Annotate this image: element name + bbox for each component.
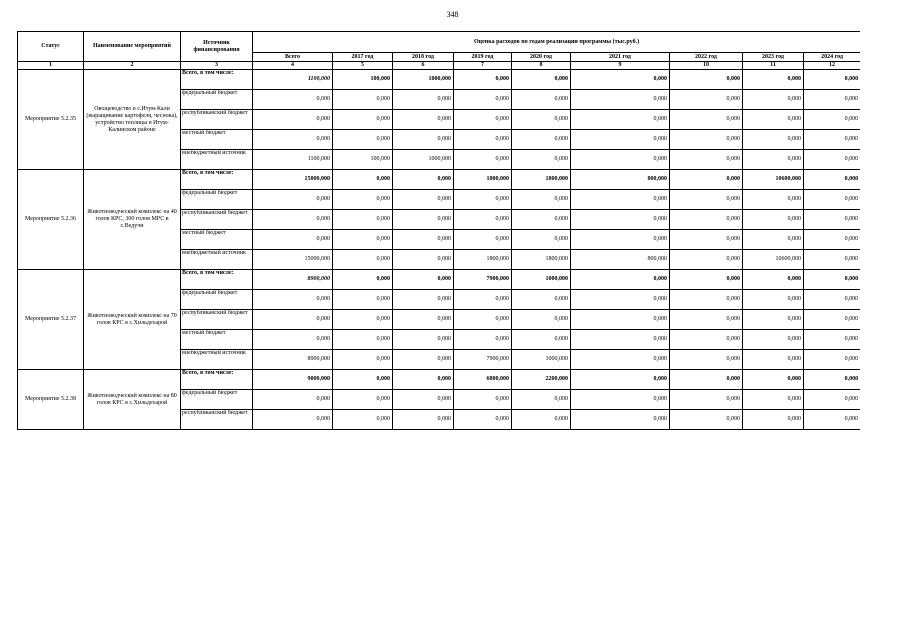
amount-year: 0,000 bbox=[743, 150, 804, 170]
amount-year: 0,000 bbox=[670, 390, 743, 410]
amount-year: 0,000 bbox=[393, 390, 454, 410]
amount-year: 0,000 bbox=[804, 190, 861, 210]
amount-total bbox=[253, 270, 333, 290]
header-source: Источник финансирования bbox=[181, 32, 253, 62]
funding-source: федеральный бюджет bbox=[181, 190, 253, 210]
funding-source: местный бюджет bbox=[181, 230, 253, 250]
amount-year: 0,000 bbox=[571, 210, 670, 230]
amount-year: 0,000 bbox=[743, 270, 804, 290]
amount-total: 1100,000 bbox=[253, 150, 333, 170]
amount-year: 0,000 bbox=[393, 110, 454, 130]
amount-year: 0,000 bbox=[454, 330, 512, 350]
amount-year: 0,000 bbox=[670, 170, 743, 190]
amount-year: 0,000 bbox=[804, 90, 861, 110]
amount-year: 0,000 bbox=[454, 310, 512, 330]
amount-year: 0,000 bbox=[393, 310, 454, 330]
amount-year: 0,000 bbox=[571, 150, 670, 170]
funding-source: Всего, в том числе: bbox=[181, 170, 253, 190]
measure-name: Овощеводство в с.Итум-Кали (выращивание картофеля, чеснока), устройство теплицы в Итум-Калинском районе bbox=[84, 70, 181, 170]
header-status: Статус bbox=[18, 32, 84, 62]
amount-year: 0,000 bbox=[393, 190, 454, 210]
measure-status: Мероприятие 5.2.37 bbox=[18, 270, 84, 370]
amount-year: 0,000 bbox=[743, 90, 804, 110]
amount-year: 0,000 bbox=[670, 370, 743, 390]
amount-year: 0,000 bbox=[670, 70, 743, 90]
amount-year: 0,000 bbox=[804, 310, 861, 330]
amount-year: 0,000 bbox=[333, 110, 393, 130]
amount-year: 0,000 bbox=[333, 350, 393, 370]
column-number: 12 bbox=[804, 62, 861, 70]
amount-year: 0,000 bbox=[804, 250, 861, 270]
amount-total: 0,000 bbox=[253, 310, 333, 330]
amount-year: 0,000 bbox=[512, 310, 571, 330]
amount-year: 0,000 bbox=[743, 210, 804, 230]
amount-year: 0,000 bbox=[804, 270, 861, 290]
header-year: 2024 год bbox=[804, 53, 861, 62]
amount-year: 0,000 bbox=[393, 130, 454, 150]
amount-year: 100,000 bbox=[333, 150, 393, 170]
amount-year: 0,000 bbox=[571, 390, 670, 410]
funding-source: федеральный бюджет bbox=[181, 290, 253, 310]
amount-year: 0,000 bbox=[333, 210, 393, 230]
table-body bbox=[18, 70, 861, 430]
header-year: 2020 год bbox=[512, 53, 571, 62]
amount-year: 0,000 bbox=[333, 290, 393, 310]
column-number: 10 bbox=[670, 62, 743, 70]
amount-year: 1800,000 bbox=[454, 250, 512, 270]
amount-year: 0,000 bbox=[804, 290, 861, 310]
amount-year: 0,000 bbox=[571, 70, 670, 90]
column-number: 5 bbox=[333, 62, 393, 70]
table-header bbox=[18, 32, 861, 70]
amount-year: 0,000 bbox=[670, 330, 743, 350]
amount-year: 0,000 bbox=[670, 350, 743, 370]
amount-year: 0,000 bbox=[743, 370, 804, 390]
amount-year: 0,000 bbox=[393, 290, 454, 310]
amount-year: 0,000 bbox=[571, 350, 670, 370]
amount-year: 10600,000 bbox=[743, 170, 804, 190]
amount-year: 0,000 bbox=[454, 150, 512, 170]
amount-year: 0,000 bbox=[743, 290, 804, 310]
funding-source: федеральный бюджет bbox=[181, 390, 253, 410]
amount-year: 0,000 bbox=[512, 230, 571, 250]
amount-year: 1800,000 bbox=[512, 170, 571, 190]
measure-name: Животноводческий комплекс на 40 голов КРС, 300 голов МРС в с.Ведучи bbox=[84, 170, 181, 270]
header-name: Наименование мероприятий bbox=[84, 32, 181, 62]
amount-year: 0,000 bbox=[512, 130, 571, 150]
amount-year: 0,000 bbox=[393, 170, 454, 190]
amount-year: 0,000 bbox=[670, 290, 743, 310]
amount-year: 0,000 bbox=[333, 170, 393, 190]
amount-total-value: 1100,000 bbox=[307, 76, 330, 82]
amount-year: 0,000 bbox=[393, 410, 454, 430]
column-number: 6 bbox=[393, 62, 454, 70]
amount-year: 0,000 bbox=[454, 390, 512, 410]
total-row bbox=[18, 170, 861, 190]
funding-source: республиканский бюджет bbox=[181, 110, 253, 130]
column-number: 9 bbox=[571, 62, 670, 70]
amount-year: 0,000 bbox=[333, 390, 393, 410]
amount-year: 0,000 bbox=[670, 270, 743, 290]
amount-year: 0,000 bbox=[670, 250, 743, 270]
amount-year: 1000,000 bbox=[512, 350, 571, 370]
column-number: 11 bbox=[743, 62, 804, 70]
measure-status: Мероприятие 5.2.38 bbox=[18, 370, 84, 430]
amount-year: 0,000 bbox=[454, 110, 512, 130]
amount-year: 7900,000 bbox=[454, 350, 512, 370]
amount-year: 0,000 bbox=[454, 290, 512, 310]
amount-year: 0,000 bbox=[743, 310, 804, 330]
header-estimate: Оценка расходов по годам реализации программы (тыс.руб.) bbox=[253, 32, 861, 53]
amount-year: 0,000 bbox=[743, 230, 804, 250]
amount-year: 0,000 bbox=[393, 230, 454, 250]
amount-total: 0,000 bbox=[253, 190, 333, 210]
funding-source: республиканский бюджет bbox=[181, 410, 253, 430]
amount-year: 0,000 bbox=[393, 250, 454, 270]
amount-year: 0,000 bbox=[393, 210, 454, 230]
amount-year: 0,000 bbox=[512, 190, 571, 210]
amount-year: 0,000 bbox=[393, 330, 454, 350]
amount-year: 0,000 bbox=[804, 410, 861, 430]
page-number: 348 bbox=[446, 10, 459, 19]
amount-year: 0,000 bbox=[670, 230, 743, 250]
amount-year: 0,000 bbox=[454, 210, 512, 230]
amount-year: 0,000 bbox=[670, 150, 743, 170]
funding-source: внебюджетный источник bbox=[181, 250, 253, 270]
amount-total: 0,000 bbox=[253, 390, 333, 410]
amount-total: 0,000 bbox=[253, 410, 333, 430]
amount-year: 0,000 bbox=[743, 390, 804, 410]
amount-total: 0,000 bbox=[253, 230, 333, 250]
amount-year: 0,000 bbox=[743, 190, 804, 210]
amount-year: 0,000 bbox=[393, 90, 454, 110]
amount-year: 0,000 bbox=[333, 250, 393, 270]
amount-year: 10600,000 bbox=[743, 250, 804, 270]
header-total: Всего bbox=[253, 53, 333, 62]
measure-status: Мероприятие 5.2.36 bbox=[18, 170, 84, 270]
amount-total-value: 8900,000 bbox=[307, 276, 330, 282]
header-year: 2021 год bbox=[571, 53, 670, 62]
amount-year: 0,000 bbox=[512, 390, 571, 410]
amount-year: 0,000 bbox=[804, 230, 861, 250]
amount-year: 0,000 bbox=[512, 410, 571, 430]
amount-year: 0,000 bbox=[670, 190, 743, 210]
amount-year: 0,000 bbox=[804, 170, 861, 190]
amount-year: 0,000 bbox=[743, 130, 804, 150]
amount-year: 1800,000 bbox=[512, 250, 571, 270]
column-number: 2 bbox=[84, 62, 181, 70]
funding-source: внебюджетный источник bbox=[181, 350, 253, 370]
amount-year: 0,000 bbox=[454, 230, 512, 250]
amount-year: 0,000 bbox=[571, 290, 670, 310]
measure-name: Животноводческий комплекс на 80 голов КРС в с.Хильдехарой bbox=[84, 370, 181, 430]
amount-total: 15000,000 bbox=[253, 170, 333, 190]
amount-year: 0,000 bbox=[333, 90, 393, 110]
amount-year: 0,000 bbox=[333, 270, 393, 290]
amount-year: 0,000 bbox=[804, 370, 861, 390]
amount-year: 0,000 bbox=[571, 410, 670, 430]
amount-total: 0,000 bbox=[253, 210, 333, 230]
amount-total bbox=[253, 70, 333, 90]
column-number: 3 bbox=[181, 62, 253, 70]
amount-year: 0,000 bbox=[454, 410, 512, 430]
amount-year: 0,000 bbox=[670, 110, 743, 130]
amount-total: 0,000 bbox=[253, 330, 333, 350]
column-number: 1 bbox=[18, 62, 84, 70]
header-year: 2023 год bbox=[743, 53, 804, 62]
amount-year: 2200,000 bbox=[512, 370, 571, 390]
amount-year: 0,000 bbox=[454, 70, 512, 90]
funding-source: Всего, в том числе: bbox=[181, 70, 253, 90]
header-year: 2017 год bbox=[333, 53, 393, 62]
amount-year: 1000,000 bbox=[393, 150, 454, 170]
header-year: 2022 год bbox=[670, 53, 743, 62]
measure-status: Мероприятие 5.2.35 bbox=[18, 70, 84, 170]
amount-year: 0,000 bbox=[804, 130, 861, 150]
amount-year: 0,000 bbox=[804, 70, 861, 90]
amount-total: 0,000 bbox=[253, 290, 333, 310]
amount-year: 7900,000 bbox=[454, 270, 512, 290]
amount-year: 1000,000 bbox=[512, 270, 571, 290]
amount-year: 1000,000 bbox=[393, 70, 454, 90]
amount-year: 0,000 bbox=[333, 230, 393, 250]
measure-name: Животноводческий комплекс на 70 голов КРС в с.Хильдехарой bbox=[84, 270, 181, 370]
total-row bbox=[18, 370, 861, 390]
amount-year: 0,000 bbox=[454, 190, 512, 210]
amount-year: 0,000 bbox=[393, 370, 454, 390]
column-number: 8 bbox=[512, 62, 571, 70]
amount-year: 0,000 bbox=[804, 110, 861, 130]
amount-total: 0,000 bbox=[253, 90, 333, 110]
amount-year: 0,000 bbox=[670, 90, 743, 110]
amount-year: 0,000 bbox=[804, 210, 861, 230]
amount-year: 0,000 bbox=[393, 270, 454, 290]
amount-year: 0,000 bbox=[512, 110, 571, 130]
amount-year: 0,000 bbox=[571, 370, 670, 390]
amount-year: 0,000 bbox=[571, 230, 670, 250]
amount-year: 0,000 bbox=[571, 270, 670, 290]
amount-year: 0,000 bbox=[571, 330, 670, 350]
funding-source: местный бюджет bbox=[181, 130, 253, 150]
amount-total: 8900,000 bbox=[253, 350, 333, 370]
funding-source: федеральный бюджет bbox=[181, 90, 253, 110]
total-row bbox=[18, 70, 861, 90]
amount-year: 0,000 bbox=[743, 410, 804, 430]
amount-year: 0,000 bbox=[512, 210, 571, 230]
amount-year: 6800,000 bbox=[454, 370, 512, 390]
amount-year: 0,000 bbox=[571, 310, 670, 330]
amount-year: 0,000 bbox=[743, 70, 804, 90]
amount-year: 0,000 bbox=[804, 350, 861, 370]
amount-year: 0,000 bbox=[571, 130, 670, 150]
funding-source: местный бюджет bbox=[181, 330, 253, 350]
funding-source: Всего, в том числе: bbox=[181, 370, 253, 390]
amount-year: 800,000 bbox=[571, 250, 670, 270]
amount-year: 800,000 bbox=[571, 170, 670, 190]
funding-source: внебюджетный источник bbox=[181, 150, 253, 170]
amount-total: 15000,000 bbox=[253, 250, 333, 270]
header-year: 2018 год bbox=[393, 53, 454, 62]
total-row bbox=[18, 270, 861, 290]
column-number: 4 bbox=[253, 62, 333, 70]
amount-year: 0,000 bbox=[512, 90, 571, 110]
amount-year: 0,000 bbox=[512, 150, 571, 170]
funding-source: Всего, в том числе: bbox=[181, 270, 253, 290]
amount-year: 1800,000 bbox=[454, 170, 512, 190]
expense-table bbox=[17, 31, 860, 430]
amount-year: 0,000 bbox=[804, 150, 861, 170]
amount-total: 0,000 bbox=[253, 130, 333, 150]
amount-year: 100,000 bbox=[333, 70, 393, 90]
amount-year: 0,000 bbox=[743, 110, 804, 130]
document-table-container bbox=[17, 31, 860, 447]
amount-year: 0,000 bbox=[333, 190, 393, 210]
amount-total: 9000,000 bbox=[253, 370, 333, 390]
amount-year: 0,000 bbox=[571, 110, 670, 130]
header-year: 2019 год bbox=[454, 53, 512, 62]
amount-year: 0,000 bbox=[571, 90, 670, 110]
amount-year: 0,000 bbox=[743, 350, 804, 370]
column-number: 7 bbox=[454, 62, 512, 70]
amount-year: 0,000 bbox=[743, 330, 804, 350]
amount-year: 0,000 bbox=[333, 410, 393, 430]
amount-year: 0,000 bbox=[804, 390, 861, 410]
amount-year: 0,000 bbox=[804, 330, 861, 350]
amount-year: 0,000 bbox=[512, 70, 571, 90]
amount-year: 0,000 bbox=[670, 310, 743, 330]
amount-year: 0,000 bbox=[670, 410, 743, 430]
amount-year: 0,000 bbox=[393, 350, 454, 370]
amount-year: 0,000 bbox=[454, 130, 512, 150]
amount-year: 0,000 bbox=[333, 330, 393, 350]
amount-year: 0,000 bbox=[670, 130, 743, 150]
amount-year: 0,000 bbox=[333, 310, 393, 330]
amount-year: 0,000 bbox=[571, 190, 670, 210]
funding-source: республиканский бюджет bbox=[181, 210, 253, 230]
amount-total: 0,000 bbox=[253, 110, 333, 130]
amount-year: 0,000 bbox=[512, 330, 571, 350]
amount-year: 0,000 bbox=[454, 90, 512, 110]
funding-source: республиканский бюджет bbox=[181, 310, 253, 330]
amount-year: 0,000 bbox=[333, 370, 393, 390]
amount-year: 0,000 bbox=[333, 130, 393, 150]
amount-year: 0,000 bbox=[512, 290, 571, 310]
amount-year: 0,000 bbox=[670, 210, 743, 230]
